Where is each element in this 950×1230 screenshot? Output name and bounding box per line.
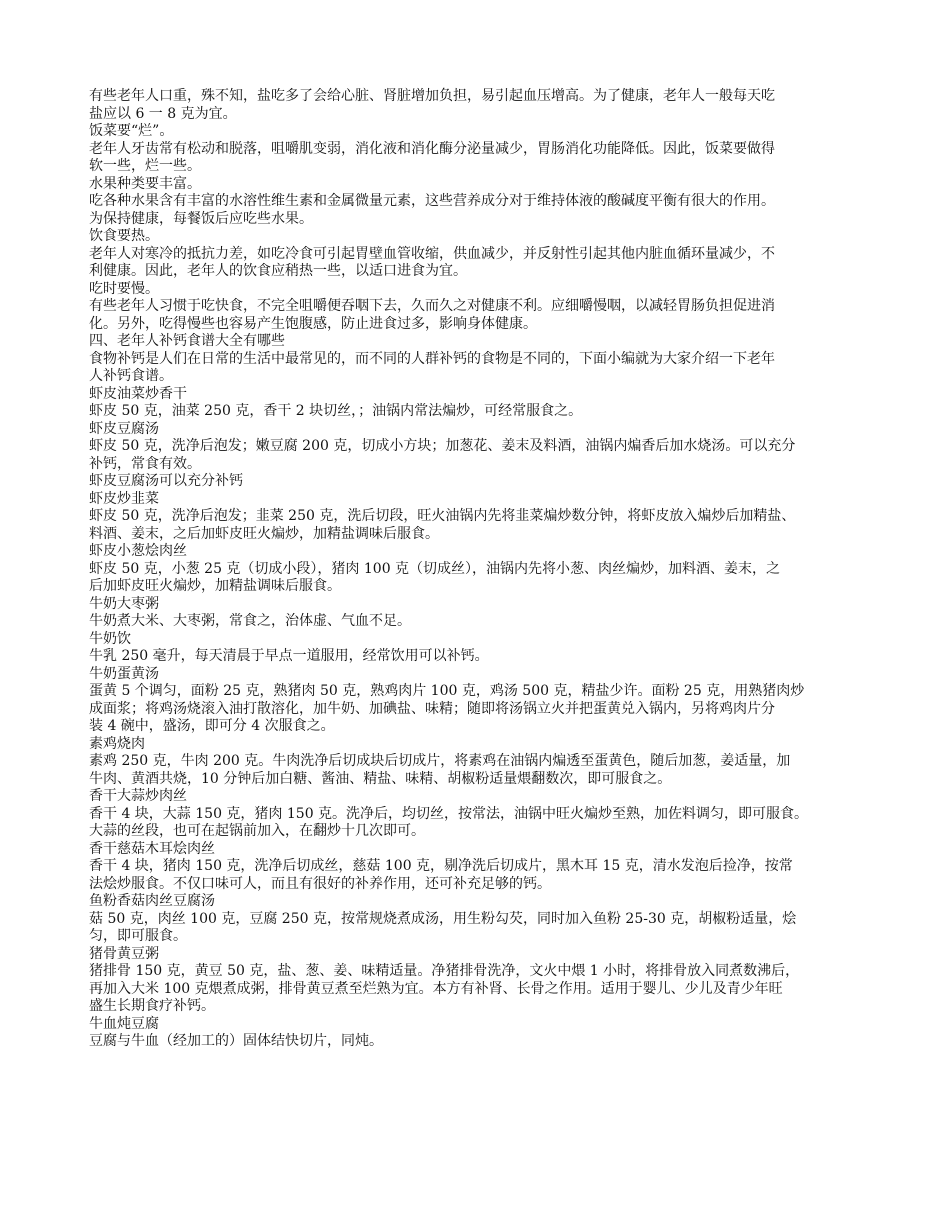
recipe-title: 虾皮小葱烩肉丝 <box>89 543 187 559</box>
text-line: 盛生长期食疗补钙。 <box>89 998 215 1014</box>
text-line: 豆腐与牛血（经加工的）固体结快切片，同炖。 <box>89 1033 383 1049</box>
text-line: 蛋黄 5 个调匀，面粉 25 克，熟猪肉 50 克，熟鸡肉片 100 克，鸡汤 500 克，精盐少许。面粉 25 克，用熟猪肉炒 <box>89 683 805 699</box>
article-body <box>89 88 864 1051</box>
section-heading: 四、老年人补钙食谱大全有哪些 <box>89 333 285 349</box>
recipe-title: 牛奶蛋黄汤 <box>89 665 159 682</box>
section-heading: 水果种类要丰富。 <box>89 175 201 192</box>
text-line: 有些老年人口重，殊不知，盐吃多了会给心脏、肾脏增加负担，易引起血压增高。为了健康，老年人一般每天吃 <box>89 88 775 104</box>
recipe-title: 虾皮油菜炒香干 <box>89 385 187 402</box>
text-line: 牛乳 250 毫升，每天清晨于早点一道服用，经常饮用可以补钙。 <box>89 648 489 664</box>
text-line: 老年人牙齿常有松动和脱落，咀嚼肌变弱，消化液和消化酶分泌量减少，胃肠消化功能降低。因此，饭菜要做得 <box>89 140 775 157</box>
text-line: 为保持健康，每餐饭后应吃些水果。 <box>89 210 313 227</box>
text-line: 牛肉、黄酒共烧，10 分钟后加白糖、酱油、精盐、味精、胡椒粉适量煨翻数次，即可服食之。 <box>89 770 672 787</box>
text-line: 匀，即可服食。 <box>89 928 187 944</box>
text-line: 虾皮 50 克，洗净后泡发；韭菜 250 克，洗后切段，旺火油锅内先将韭菜煸炒数分钟，将虾皮放入煸炒后加精盐、 <box>89 508 796 524</box>
text-line: 成面浆；将鸡汤烧滚入油打散溶化，加牛奶、加碘盐、味精；随即将汤锅立火并把蛋黄兑入锅内，另将鸡肉片分 <box>89 700 775 717</box>
recipe-title: 猪骨黄豆粥 <box>89 945 159 962</box>
text-line: 食物补钙是人们在日常的生活中最常见的，而不同的人群补钙的食物是不同的，下面小编就为大家介绍一下老年 <box>89 350 775 367</box>
text-line: 香干 4 块，大蒜 150 克，猪肉 150 克。洗净后，均切丝，按常法，油锅中旺火煸炒至熟，加佐料调匀，即可服食。 <box>89 805 809 822</box>
recipe-title: 鱼粉香菇肉丝豆腐汤 <box>89 893 215 909</box>
section-heading: 饮食要热。 <box>89 228 159 244</box>
section-heading: 饭菜要“烂”。 <box>89 123 174 139</box>
text-line: 虾皮 50 克，洗净后泡发；嫩豆腐 200 克，切成小方块；加葱花、姜末及料酒，油锅内煸香后加水烧汤。可以充分 <box>89 438 796 454</box>
text-line: 料酒、姜末，之后加虾皮旺火煸炒，加精盐调味后服食。 <box>89 525 439 542</box>
text-line: 人补钙食谱。 <box>89 368 173 384</box>
text-line: 香干 4 块，猪肉 150 克，洗净后切成丝，慈菇 100 克，剔净洗后切成片，黑木耳 15 克，清水发泡后捡净，按常 <box>89 858 793 874</box>
text-line: 利健康。因此，老年人的饮食应稍热一些，以适口进食为宜。 <box>89 263 467 279</box>
text-line: 再加入大米 100 克煨煮成粥，排骨黄豆煮至烂熟为宜。本方有补肾、长骨之作用。适用于婴儿、少儿及青少年旺 <box>89 980 783 997</box>
section-heading: 吃时要慢。 <box>89 280 159 297</box>
text-line: 法烩炒服食。不仅口味可人，而且有很好的补养作用，还可补充足够的钙。 <box>89 875 551 892</box>
text-line: 素鸡 250 克，牛肉 200 克。牛肉洗净后切成块后切成片，将素鸡在油锅内煸透至蛋黄色，随后加葱，姜适量，加 <box>89 753 791 769</box>
text-line: 补钙，常食有效。 <box>89 455 201 472</box>
recipe-title: 牛血炖豆腐 <box>89 1015 159 1032</box>
recipe-title: 虾皮炒韭菜 <box>89 490 159 507</box>
recipe-title: 牛奶大枣粥 <box>89 595 159 612</box>
recipe-title: 牛奶饮 <box>89 630 131 647</box>
text-line: 菇 50 克，肉丝 100 克，豆腐 250 克，按常规烧煮成汤，用生粉勾芡，同时加入鱼粉 25-30 克，胡椒粉适量，烩 <box>89 910 797 927</box>
text-line: 化。另外，吃得慢些也容易产生饱腹感，防止进食过多，影响身体健康。 <box>89 315 537 332</box>
text-line: 吃各种水果含有丰富的水溶性维生素和金属微量元素，这些营养成分对于维持体液的酸碱度平衡有很大的作用。 <box>89 193 775 209</box>
recipe-title: 虾皮豆腐汤 <box>89 420 159 437</box>
recipe-title: 虾皮豆腐汤可以充分补钙 <box>89 473 243 489</box>
text-line: 老年人对寒冷的抵抗力差，如吃冷食可引起胃壁血管收缩，供血减少，并反射性引起其他内脏血循环量减少，不 <box>89 245 775 262</box>
text-line: 牛奶煮大米、大枣粥，常食之，治体虚、气血不足。 <box>89 613 411 629</box>
text-line: 盐应以 6 一 8 克为宜。 <box>89 105 237 122</box>
text-line: 软一些，烂一些。 <box>89 158 201 174</box>
recipe-title: 素鸡烧肉 <box>89 735 145 752</box>
text-line: 猪排骨 150 克，黄豆 50 克，盐、葱、姜、味精适量。净猪排骨洗净，文火中煨 1 小时，将排骨放入同煮数沸后， <box>89 963 800 979</box>
text-line: 后加虾皮旺火煸炒，加精盐调味后服食。 <box>89 578 341 594</box>
text-line: 装 4 碗中，盛汤，即可分 4 次服食之。 <box>89 718 335 734</box>
text-line: 大蒜的丝段，也可在起锅前加入，在翻炒十几次即可。 <box>89 823 425 839</box>
recipe-title: 香干慈菇木耳烩肉丝 <box>89 840 215 857</box>
recipe-title: 香干大蒜炒肉丝 <box>89 788 187 804</box>
text-line: 虾皮 50 克，油菜 250 克，香干 2 块切丝，；油锅内常法煸炒，可经常服食之。 <box>89 403 583 419</box>
text-line: 虾皮 50 克，小葱 25 克（切成小段），猪肉 100 克（切成丝），油锅内先将小葱、肉丝煸炒，加料酒、姜末，之 <box>89 560 781 577</box>
text-line: 有些老年人习惯于吃快食，不完全咀嚼便吞咽下去，久而久之对健康不利。应细嚼慢咽，以减轻胃肠负担促进消 <box>89 298 775 314</box>
